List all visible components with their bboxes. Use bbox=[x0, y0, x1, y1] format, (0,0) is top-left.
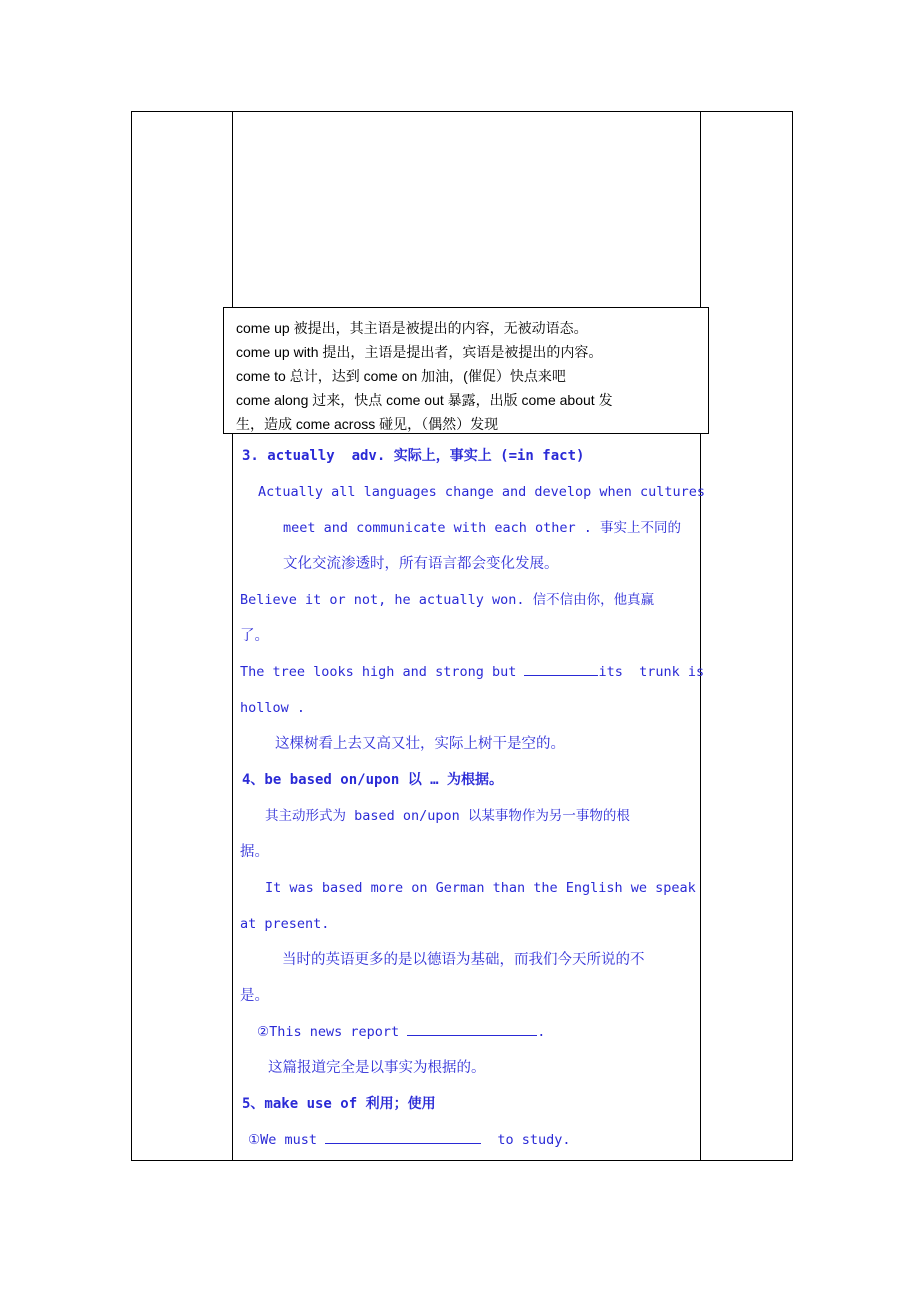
sentence-part: ①We must bbox=[248, 1132, 326, 1148]
column-divider-left bbox=[232, 111, 233, 1161]
fill-blank-sentence bbox=[248, 1130, 571, 1150]
fill-blank-sentence bbox=[240, 662, 704, 682]
sentence-part: to study. bbox=[481, 1132, 571, 1148]
note-line: 生，造成 come across 碰见，（偶然）发现 bbox=[236, 416, 499, 432]
note-line: come to 总计，达到 come on 加油，(催促）快点来吧 bbox=[236, 368, 566, 384]
heading-make-use-of: 5、make use of 利用；使用 bbox=[242, 1096, 436, 1112]
heading-based-on: 4、be based on/upon 以 … 为根据。 bbox=[242, 772, 504, 788]
note-line: come up 被提出，其主语是被提出的内容，无被动语态。 bbox=[236, 320, 588, 336]
example-text: at present. bbox=[240, 916, 330, 932]
example-translation: 文化交流渗透时，所有语言都会变化发展。 bbox=[283, 556, 559, 572]
come-phrases-note-box bbox=[223, 307, 709, 434]
example-text: Actually all languages change and develop when cultures bbox=[258, 484, 706, 500]
table-frame bbox=[131, 111, 793, 1161]
answer-blank[interactable] bbox=[407, 1023, 537, 1036]
example-text: Believe it or not, he actually won. 信不信由你，他真赢 bbox=[240, 592, 655, 608]
note-line: come along 过来，快点 come out 暴露，出版 come about 发 bbox=[236, 392, 613, 408]
example-text: meet and communicate with each other . 事实上不同的 bbox=[283, 520, 681, 536]
example-text: 其主动形式为 based on/upon 以某事物作为另一事物的根 bbox=[265, 808, 630, 824]
example-translation: 这篇报道完全是以事实为根据的。 bbox=[268, 1060, 486, 1076]
fill-blank-sentence bbox=[257, 1022, 545, 1042]
sentence-part: . bbox=[537, 1024, 546, 1040]
sentence-part: ②This news report bbox=[257, 1024, 408, 1040]
example-translation: 这棵树看上去又高又壮，实际上树干是空的。 bbox=[275, 736, 565, 752]
answer-blank[interactable] bbox=[325, 1131, 481, 1144]
heading-actually: 3. actually adv. 实际上，事实上 (=in fact) bbox=[242, 448, 585, 464]
example-text: It was based more on German than the English we speak bbox=[265, 880, 696, 896]
column-divider-right bbox=[700, 111, 701, 1161]
answer-blank[interactable] bbox=[524, 663, 598, 676]
example-translation: 是。 bbox=[240, 988, 269, 1004]
example-text: hollow . bbox=[240, 700, 306, 716]
example-text: 据。 bbox=[240, 844, 269, 860]
sentence-part: The tree looks high and strong but bbox=[240, 664, 525, 680]
note-line: come up with 提出，主语是提出者，宾语是被提出的内容。 bbox=[236, 344, 603, 360]
example-translation: 当时的英语更多的是以德语为基础，而我们今天所说的不 bbox=[282, 952, 645, 968]
sentence-part: its trunk is bbox=[598, 664, 705, 680]
example-text: 了。 bbox=[240, 628, 269, 644]
